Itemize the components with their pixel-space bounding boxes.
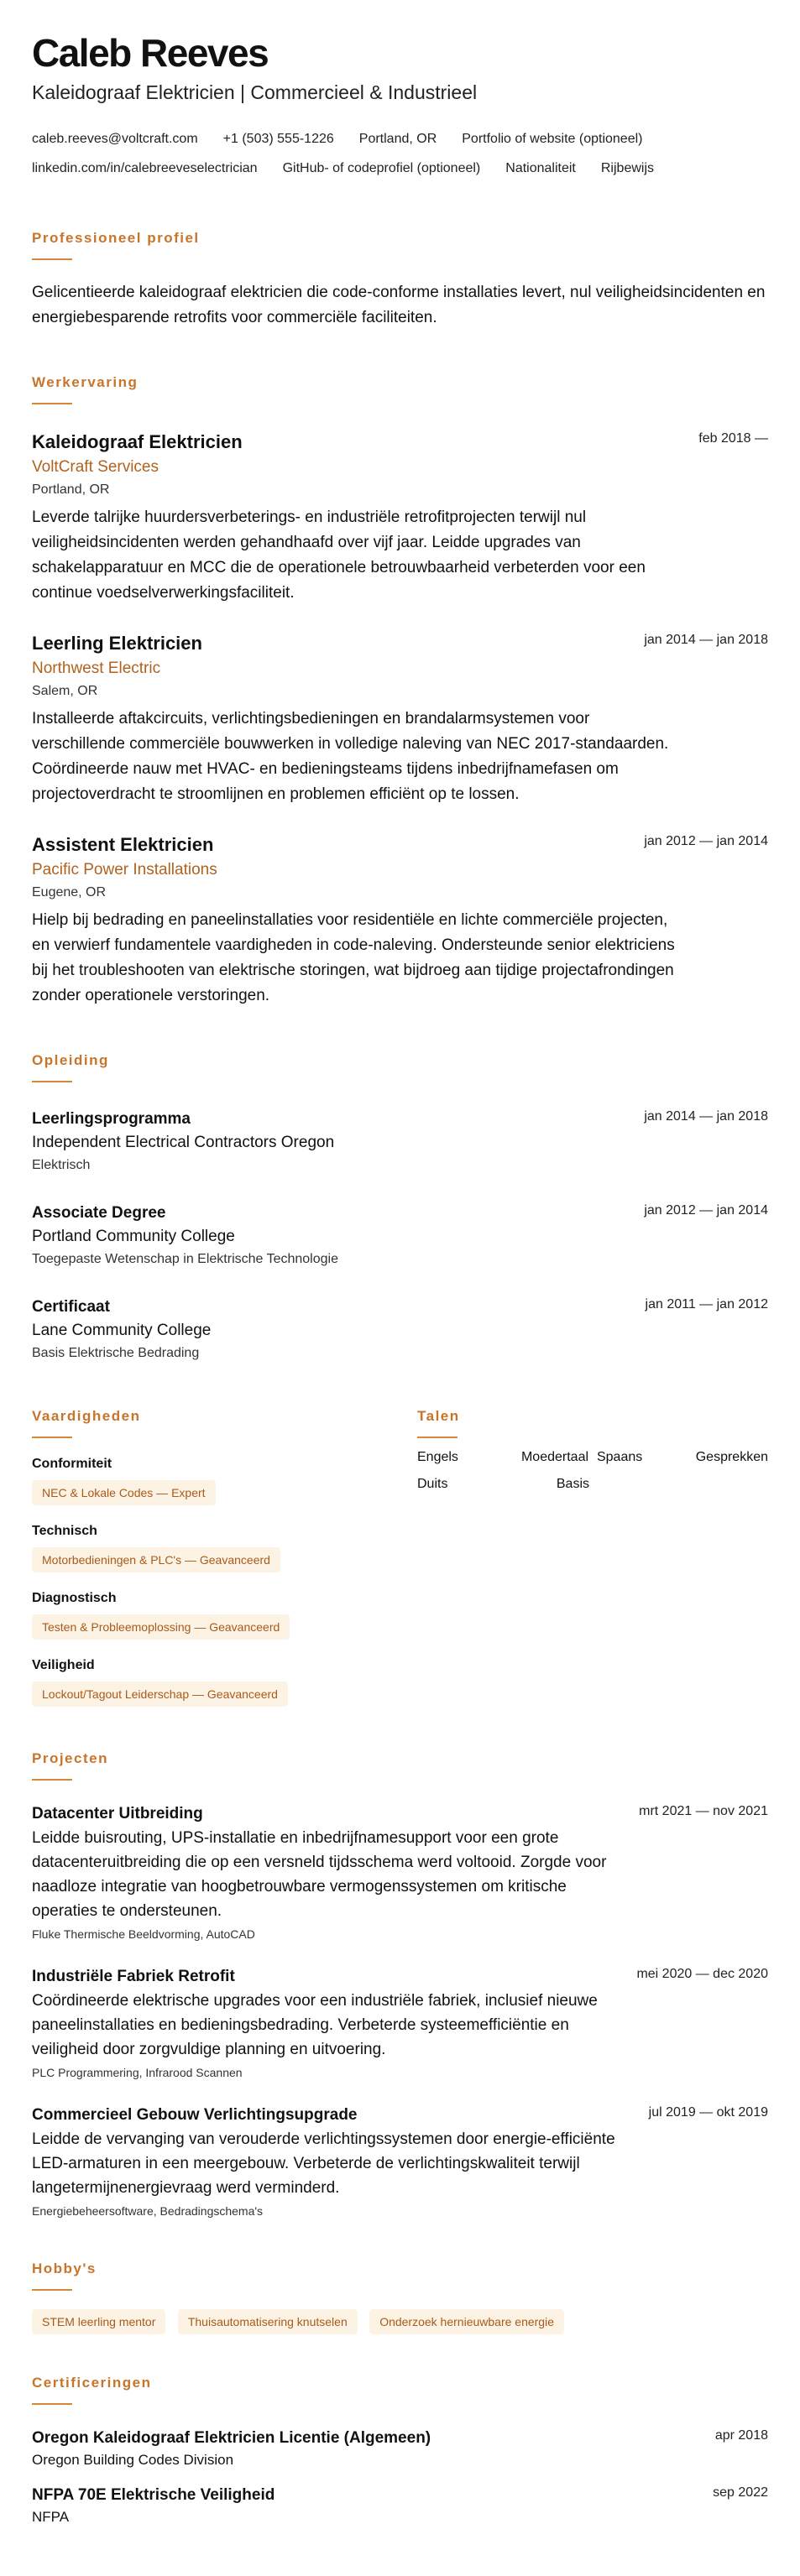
section-title: Opleiding: [32, 1052, 109, 1068]
skill-chip: Motorbedieningen & PLC's — Geavanceerd: [32, 1547, 280, 1572]
education-degree: Certificaat: [32, 1298, 110, 1316]
project-title: Datacenter Uitbreiding: [32, 1805, 203, 1822]
contact-github[interactable]: GitHub- of codeprofiel (optioneel): [282, 161, 481, 175]
skill-group: [32, 1658, 417, 1707]
candidate-name: Caleb Reeves: [32, 31, 269, 75]
education-institution: Independent Electrical Contractors Oregon: [32, 1134, 335, 1151]
job-company: Pacific Power Installations: [32, 861, 217, 879]
candidate-headline: Kaleidograaf Elektricien | Commercieel & Industrieel: [32, 81, 478, 103]
education-date: jan 2011 — jan 2012: [645, 1297, 768, 1311]
job-description: Leverde talrijke huurdersverbeterings- en industriële retrofitprojecten terwijl nul veiligheidsincidenten werden gehandhaafd over vijf jaar. Leidde upgrades van schakelapparatuur en MCC die de operationele betrouwbaarheid verbeterden voor een continue voedselverwerkingsfaciliteit.: [32, 508, 646, 602]
job-company: VoltCraft Services: [32, 458, 159, 476]
experience-entry: [32, 631, 768, 807]
education-entry: [32, 1202, 768, 1270]
certification-date: sep 2022: [713, 2485, 768, 2500]
job-date: jan 2012 — jan 2014: [644, 834, 768, 848]
job-location: Salem, OR: [32, 684, 98, 698]
language-row: [417, 1450, 768, 1465]
contact-phone[interactable]: +1 (503) 555-1226: [222, 132, 334, 146]
project-entry: [32, 2104, 768, 2220]
education-degree: Associate Degree: [32, 1204, 166, 1222]
section-title: Projecten: [32, 1750, 108, 1766]
section-title: Hobby's: [32, 2261, 97, 2276]
job-date: jan 2014 — jan 2018: [644, 633, 768, 647]
language-level: Basis: [556, 1477, 589, 1491]
education-field: Basis Elektrische Bedrading: [32, 1346, 200, 1360]
skill-group-name: Conformiteit: [32, 1457, 112, 1471]
language-name: Spaans: [596, 1450, 643, 1464]
project-description: Leidde de vervanging van verouderde verlichtingssystemen door energie-efficiënte LED-armaturen in een meergebouw. Verbeterde de verlichtingskwaliteit terwijl langetermijnenergievraag werd verminderd.: [32, 2130, 615, 2197]
project-tech: Energiebeheersoftware, Bedradingschema's: [32, 2204, 264, 2218]
job-title: Leerling Elektricien: [32, 633, 202, 654]
hobby-chip: Thuisautomatisering knutselen: [178, 2309, 358, 2334]
contact-portfolio[interactable]: Portfolio of website (optioneel): [462, 132, 643, 146]
language-row: [417, 1477, 768, 1492]
job-description: Hielp bij bedrading en paneelinstallaties voor residentiële en lichte commerciële projecten, en verwierf fundamentele vaardigheden in code-naleving. Ondersteunde senior elektriciens bij het troubleshooten van elektrische storingen, wat bijdroeg aan tijdige projectafrondingen zonder operationele verstoringen.: [32, 911, 675, 1004]
project-date: mei 2020 — dec 2020: [636, 1967, 768, 1981]
language-name: Duits: [417, 1477, 448, 1491]
project-description: Leidde buisrouting, UPS-installatie en inbedrijfnamesupport voor een grote datacenteruitbreiding die op een versneld tijdsschema werd voltooid. Zorgde voor naadloze integratie van hoogbetrouwbare vermogenssystemen om kritische operaties te ondersteunen.: [32, 1829, 607, 1920]
job-location: Eugene, OR: [32, 885, 107, 900]
project-date: mrt 2021 — nov 2021: [639, 1804, 768, 1818]
skill-chip: NEC & Lokale Codes — Expert: [32, 1480, 216, 1505]
hobby-chip: STEM leerling mentor: [32, 2309, 165, 2334]
skill-group: [32, 1524, 417, 1572]
project-entry: [32, 1802, 768, 1943]
skill-group-name: Technisch: [32, 1524, 97, 1538]
certification-date: apr 2018: [714, 2428, 768, 2443]
section-title: Talen: [417, 1408, 460, 1424]
skills-section: [32, 1408, 417, 1707]
project-description: Coördineerde elektrische upgrades voor een industriële fabriek, inclusief nieuwe paneelinstallaties en bedieningsbedrading. Verbeterde systeemefficiëntie en veiligheid door zorgvuldige planning en uitvoering.: [32, 1992, 598, 2058]
section-divider: [32, 258, 72, 260]
job-title: Assistent Elektricien: [32, 834, 214, 855]
experience-entry: [32, 430, 768, 606]
skills-languages-row: [32, 1408, 768, 1707]
certification-issuer: Oregon Building Codes Division: [32, 2452, 234, 2468]
education-entry: [32, 1108, 768, 1176]
contact-email[interactable]: caleb.reeves@voltcraft.com: [32, 132, 198, 146]
experience-section: [32, 374, 768, 1009]
education-date: jan 2012 — jan 2014: [644, 1203, 768, 1218]
job-location: Portland, OR: [32, 482, 110, 497]
hobbies-section: [32, 2261, 768, 2334]
contact-drivers-license: Rijbewijs: [600, 161, 654, 175]
section-divider: [32, 2403, 72, 2405]
section-divider: [32, 403, 72, 404]
section-title: Certificeringen: [32, 2375, 152, 2391]
hobby-chip: Onderzoek hernieuwbare energie: [369, 2309, 564, 2334]
job-title: Kaleidograaf Elektricien: [32, 431, 243, 452]
resume-header: [32, 30, 768, 183]
education-date: jan 2014 — jan 2018: [644, 1109, 768, 1124]
profile-summary: Gelicentieerde kaleidograaf elektricien die code-conforme installaties levert, nul veiligheidsincidenten en energiebesparende retrofits voor commerciële faciliteiten.: [32, 284, 766, 326]
section-divider: [32, 1081, 72, 1082]
section-divider: [32, 1437, 72, 1438]
language-level: Gesprekken: [695, 1450, 768, 1464]
education-field: Toegepaste Wetenschap in Elektrische Technologie: [32, 1252, 338, 1266]
skill-chip: Testen & Probleemoplossing — Geavanceerd: [32, 1614, 290, 1640]
contact-nationality: Nationaliteit: [505, 161, 576, 175]
project-tech: Fluke Thermische Beeldvorming, AutoCAD: [32, 1927, 255, 1941]
education-degree: Leerlingsprogramma: [32, 1110, 191, 1128]
job-description: Installeerde aftakcircuits, verlichtingsbedieningen en brandalarmsystemen voor verschillende commerciële bouwwerken in volledige naleving van NEC 2017-standaarden. Coördineerde nauw met HVAC- en bedieningsteams tijdens inbedrijfnamefasen om projectoverdracht te stroomlijnen en problemen efficiënt op te lossen.: [32, 710, 669, 803]
skill-group: [32, 1457, 417, 1505]
job-date: feb 2018 —: [698, 431, 768, 446]
education-section: [32, 1052, 768, 1364]
certifications-section: [32, 2375, 768, 2527]
experience-entry: [32, 832, 768, 1009]
contact-linkedin[interactable]: linkedin.com/in/calebreeveselectrician: [32, 161, 258, 175]
profile-section: [32, 230, 768, 331]
skill-group: [32, 1591, 417, 1640]
languages-section: [417, 1408, 768, 1707]
education-institution: Lane Community College: [32, 1322, 212, 1339]
certification-issuer: NFPA: [32, 2509, 70, 2525]
project-title: Commercieel Gebouw Verlichtingsupgrade: [32, 2106, 358, 2124]
section-divider: [32, 1779, 72, 1781]
skill-group-name: Veiligheid: [32, 1658, 95, 1672]
section-title: Werkervaring: [32, 374, 139, 390]
contact-list: [32, 124, 768, 183]
language-level: Moedertaal: [520, 1450, 589, 1464]
project-entry: [32, 1965, 768, 2082]
contact-location: Portland, OR: [358, 132, 437, 146]
certification-name: Oregon Kaleidograaf Elektricien Licentie (Algemeen): [32, 2429, 431, 2447]
language-name: Engels: [417, 1450, 458, 1464]
section-divider: [32, 2289, 72, 2291]
education-institution: Portland Community College: [32, 1228, 235, 1245]
education-field: Elektrisch: [32, 1158, 91, 1172]
certification-entry: [32, 2427, 768, 2470]
certification-name: NFPA 70E Elektrische Veiligheid: [32, 2486, 275, 2504]
section-divider: [417, 1437, 458, 1438]
certification-entry: [32, 2484, 768, 2527]
section-title: Vaardigheden: [32, 1408, 141, 1424]
job-company: Northwest Electric: [32, 660, 161, 677]
hobby-list: [32, 2309, 768, 2334]
project-title: Industriële Fabriek Retrofit: [32, 1968, 235, 1985]
project-tech: PLC Programmering, Infrarood Scannen: [32, 2066, 243, 2079]
skill-chip: Lockout/Tagout Leiderschap — Geavanceerd: [32, 1682, 288, 1707]
projects-section: [32, 1750, 768, 2220]
education-entry: [32, 1296, 768, 1364]
section-title: Professioneel profiel: [32, 230, 200, 246]
project-date: jul 2019 — okt 2019: [648, 2105, 768, 2120]
skill-group-name: Diagnostisch: [32, 1591, 117, 1605]
